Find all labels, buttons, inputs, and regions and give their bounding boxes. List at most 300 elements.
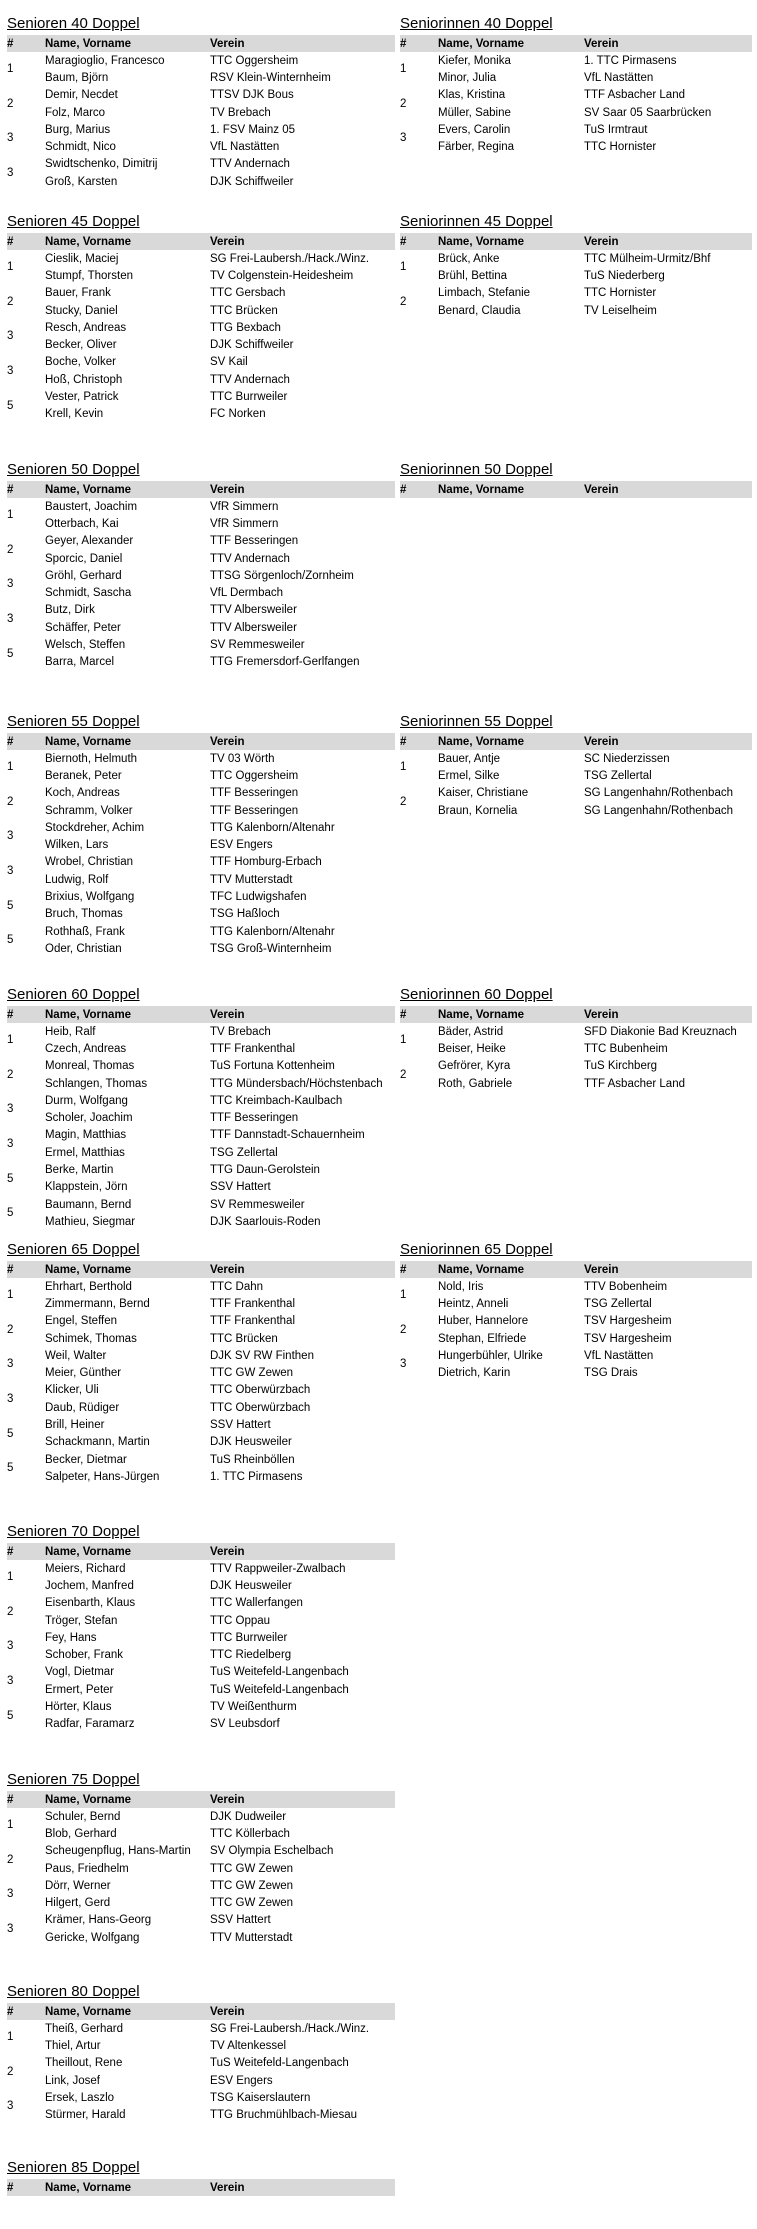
player-name-cell: Folz, Marco bbox=[45, 106, 106, 119]
rank-cell: 3 bbox=[7, 365, 14, 378]
table-row bbox=[7, 1295, 395, 1312]
player-name-cell: Hörter, Klaus bbox=[45, 1701, 112, 1714]
table-header-club: Verein bbox=[584, 35, 752, 52]
results-table bbox=[400, 1006, 752, 1092]
table-row bbox=[7, 319, 395, 336]
player-club-cell: FC Norken bbox=[210, 408, 266, 421]
table-header-name: Name, Vorname bbox=[45, 1261, 210, 1278]
player-name-cell: Resch, Andreas bbox=[45, 321, 127, 334]
player-club-cell: TV 03 Wörth bbox=[210, 752, 275, 765]
rank-cell: 5 bbox=[7, 1709, 14, 1722]
table-row bbox=[7, 1716, 395, 1733]
rank-cell: 2 bbox=[400, 795, 407, 808]
player-club-cell: DJK SV RW Finthen bbox=[210, 1349, 314, 1362]
player-name-cell: Huber, Hannelore bbox=[438, 1315, 529, 1328]
rank-cell: 3 bbox=[7, 167, 14, 180]
table-header-club: Verein bbox=[210, 1791, 395, 1808]
player-name-cell: Beranek, Peter bbox=[45, 769, 122, 782]
player-club-cell: TFC Ludwigshafen bbox=[210, 891, 307, 904]
rank-cell: 3 bbox=[7, 613, 14, 626]
player-club-cell: TTV Bobenheim bbox=[584, 1280, 668, 1293]
rank-cell: 1 bbox=[7, 761, 14, 774]
player-club-cell: TTG Fremersdorf-Gerlfangen bbox=[210, 656, 360, 669]
table-row bbox=[400, 69, 752, 86]
rank-cell: 1 bbox=[7, 1034, 14, 1047]
player-name-cell: Monreal, Thomas bbox=[45, 1060, 135, 1073]
player-name-cell: Otterbach, Kai bbox=[45, 517, 119, 530]
rank-cell: 1 bbox=[400, 1034, 407, 1047]
table-header-club: Verein bbox=[584, 481, 752, 498]
player-club-cell: SG Frei-Laubersh./Hack./Winz. bbox=[210, 2022, 370, 2035]
table-header-rank: # bbox=[7, 35, 45, 52]
section-title: Senioren 80 Doppel bbox=[7, 1983, 140, 2000]
player-name-cell: Gefrörer, Kyra bbox=[438, 1060, 511, 1073]
table-header-name: Name, Vorname bbox=[45, 2179, 210, 2196]
table-header-rank: # bbox=[400, 481, 438, 498]
rank-cell: 3 bbox=[7, 865, 14, 878]
table-header-rank: # bbox=[400, 35, 438, 52]
table-row bbox=[7, 1092, 395, 1109]
player-name-cell: Scholer, Joachim bbox=[45, 1112, 133, 1125]
results-section bbox=[400, 460, 752, 498]
table-row bbox=[400, 750, 752, 767]
table-header-rank: # bbox=[7, 1543, 45, 1560]
table-row bbox=[7, 584, 395, 601]
player-club-cell: TTF Asbacher Land bbox=[584, 89, 685, 102]
player-club-cell: TTF Besseringen bbox=[210, 535, 299, 548]
player-name-cell: Brixius, Wolfgang bbox=[45, 891, 135, 904]
table-header-club: Verein bbox=[584, 1006, 752, 1023]
table-header-name: Name, Vorname bbox=[45, 2003, 210, 2020]
results-table bbox=[7, 2179, 395, 2196]
rank-cell: 1 bbox=[7, 509, 14, 522]
player-club-cell: DJK Dudweiler bbox=[210, 1810, 287, 1823]
player-name-cell: Becker, Oliver bbox=[45, 339, 117, 352]
rank-cell: 3 bbox=[7, 578, 14, 591]
player-club-cell: TTC Gersbach bbox=[210, 287, 286, 300]
player-club-cell: 1. TTC Pirmasens bbox=[210, 1470, 303, 1483]
player-name-cell: Mathieu, Siegmar bbox=[45, 1215, 136, 1228]
player-club-cell: TV Altenkessel bbox=[210, 2039, 287, 2052]
player-club-cell: TV Leiselheim bbox=[584, 304, 657, 317]
player-club-cell: VfL Nastätten bbox=[210, 141, 280, 154]
table-row bbox=[7, 1664, 395, 1681]
player-club-cell: ESV Engers bbox=[210, 2074, 273, 2087]
player-club-cell: TuS Niederberg bbox=[584, 269, 665, 282]
table-row bbox=[7, 785, 395, 802]
player-name-cell: Bruch, Thomas bbox=[45, 908, 123, 921]
table-row bbox=[7, 173, 395, 190]
player-name-cell: Ludwig, Rolf bbox=[45, 873, 109, 886]
rank-cell: 2 bbox=[400, 97, 407, 110]
rank-cell: 5 bbox=[7, 1172, 14, 1185]
table-row bbox=[7, 1196, 395, 1213]
results-section bbox=[7, 1770, 395, 1946]
table-header-name: Name, Vorname bbox=[438, 481, 584, 498]
rank-cell: 2 bbox=[7, 1853, 14, 1866]
player-name-cell: Schuler, Bernd bbox=[45, 1810, 121, 1823]
player-club-cell: RSV Klein-Winternheim bbox=[210, 71, 331, 84]
table-row bbox=[7, 1382, 395, 1399]
player-club-cell: TTG Kalenborn/Altenahr bbox=[210, 821, 335, 834]
player-name-cell: Engel, Steffen bbox=[45, 1315, 118, 1328]
player-name-cell: Ermert, Peter bbox=[45, 1683, 114, 1696]
table-row bbox=[7, 267, 395, 284]
player-club-cell: TTC Köllerbach bbox=[210, 1827, 290, 1840]
player-name-cell: Cieslik, Maciej bbox=[45, 252, 119, 265]
table-header-club: Verein bbox=[584, 733, 752, 750]
player-name-cell: Daub, Rüdiger bbox=[45, 1401, 120, 1414]
table-row bbox=[400, 1295, 752, 1312]
table-header-row bbox=[400, 35, 752, 52]
rank-cell: 2 bbox=[400, 1068, 407, 1081]
player-name-cell: Schober, Frank bbox=[45, 1649, 123, 1662]
table-header-row bbox=[7, 1543, 395, 1560]
table-row bbox=[7, 138, 395, 155]
results-table bbox=[400, 733, 752, 819]
section-title: Senioren 55 Doppel bbox=[7, 713, 140, 730]
player-name-cell: Weil, Walter bbox=[45, 1349, 107, 1362]
player-name-cell: Stürmer, Harald bbox=[45, 2109, 126, 2122]
player-club-cell: TTG Bexbach bbox=[210, 321, 281, 334]
rank-cell: 2 bbox=[400, 1323, 407, 1336]
player-name-cell: Fey, Hans bbox=[45, 1631, 97, 1644]
player-name-cell: Wrobel, Christian bbox=[45, 856, 133, 869]
player-name-cell: Czech, Andreas bbox=[45, 1042, 127, 1055]
player-name-cell: Schackmann, Martin bbox=[45, 1436, 150, 1449]
table-row bbox=[7, 2089, 395, 2106]
rank-cell: 3 bbox=[7, 1138, 14, 1151]
player-club-cell: TuS Irmtraut bbox=[584, 123, 648, 136]
player-club-cell: TuS Rheinböllen bbox=[210, 1453, 295, 1466]
table-row bbox=[7, 1595, 395, 1612]
player-name-cell: Bäder, Astrid bbox=[438, 1025, 504, 1038]
player-name-cell: Geyer, Alexander bbox=[45, 535, 134, 548]
rank-cell: 2 bbox=[7, 295, 14, 308]
player-name-cell: Nold, Iris bbox=[438, 1280, 484, 1293]
player-club-cell: TTV Albersweiler bbox=[210, 604, 297, 617]
results-section bbox=[400, 1240, 752, 1382]
player-club-cell: TTV Rappweiler-Zwalbach bbox=[210, 1562, 346, 1575]
player-club-cell: TTC Mülheim-Urmitz/Bhf bbox=[584, 252, 711, 265]
results-section bbox=[7, 712, 395, 958]
player-name-cell: Baustert, Joachim bbox=[45, 500, 138, 513]
player-name-cell: Hoß, Christoph bbox=[45, 373, 123, 386]
player-name-cell: Klappstein, Jörn bbox=[45, 1181, 128, 1194]
table-row bbox=[7, 819, 395, 836]
player-name-cell: Durm, Wolfgang bbox=[45, 1094, 128, 1107]
table-header-rank: # bbox=[400, 1261, 438, 1278]
rank-cell: 3 bbox=[7, 830, 14, 843]
table-row bbox=[7, 802, 395, 819]
results-section bbox=[7, 14, 395, 190]
player-club-cell: DJK Saarlouis-Roden bbox=[210, 1215, 321, 1228]
rank-cell: 2 bbox=[7, 1323, 14, 1336]
rank-cell: 1 bbox=[7, 1289, 14, 1302]
table-row bbox=[7, 336, 395, 353]
player-club-cell: TTG Kalenborn/Altenahr bbox=[210, 925, 335, 938]
rank-cell: 1 bbox=[7, 1819, 14, 1832]
table-row bbox=[7, 52, 395, 69]
player-name-cell: Paus, Friedhelm bbox=[45, 1862, 129, 1875]
player-name-cell: Krämer, Hans-Georg bbox=[45, 1914, 152, 1927]
table-row bbox=[7, 250, 395, 267]
results-table bbox=[7, 233, 395, 423]
player-club-cell: TTG Mündersbach/Höchstenbach bbox=[210, 1077, 383, 1090]
section-title: Seniorinnen 55 Doppel bbox=[400, 713, 553, 730]
player-club-cell: TTF Asbacher Land bbox=[584, 1077, 685, 1090]
table-row bbox=[7, 1144, 395, 1161]
player-club-cell: TTC Riedelberg bbox=[210, 1649, 292, 1662]
section-title: Seniorinnen 65 Doppel bbox=[400, 1241, 553, 1258]
table-header-name: Name, Vorname bbox=[438, 733, 584, 750]
table-row bbox=[7, 1075, 395, 1092]
table-header-club: Verein bbox=[210, 1006, 395, 1023]
player-club-cell: SFD Diakonie Bad Kreuznach bbox=[584, 1025, 737, 1038]
player-club-cell: TSG Zellertal bbox=[584, 1297, 652, 1310]
player-club-cell: TTC GW Zewen bbox=[210, 1367, 294, 1380]
player-name-cell: Biernoth, Helmuth bbox=[45, 752, 138, 765]
table-row bbox=[7, 1629, 395, 1646]
player-name-cell: Heib, Ralf bbox=[45, 1025, 96, 1038]
player-club-cell: TTV Andernach bbox=[210, 373, 290, 386]
player-club-cell: 1. TTC Pirmasens bbox=[584, 54, 677, 67]
table-header-rank: # bbox=[7, 2179, 45, 2196]
player-name-cell: Bauer, Frank bbox=[45, 287, 111, 300]
section-title: Seniorinnen 60 Doppel bbox=[400, 986, 553, 1003]
table-header-club: Verein bbox=[210, 481, 395, 498]
player-club-cell: SV Saar 05 Saarbrücken bbox=[584, 106, 712, 119]
table-row bbox=[400, 767, 752, 784]
table-header-club: Verein bbox=[210, 35, 395, 52]
table-header-rank: # bbox=[7, 233, 45, 250]
player-name-cell: Wilken, Lars bbox=[45, 839, 109, 852]
rank-cell: 3 bbox=[7, 1103, 14, 1116]
player-club-cell: SV Olympia Eschelbach bbox=[210, 1845, 334, 1858]
section-title: Senioren 60 Doppel bbox=[7, 986, 140, 1003]
player-club-cell: SV Kail bbox=[210, 356, 248, 369]
player-club-cell: TTC Dahn bbox=[210, 1280, 264, 1293]
rank-cell: 2 bbox=[7, 543, 14, 556]
table-header-name: Name, Vorname bbox=[45, 1006, 210, 1023]
table-row bbox=[7, 371, 395, 388]
player-name-cell: Roth, Gabriele bbox=[438, 1077, 513, 1090]
player-club-cell: DJK Heusweiler bbox=[210, 1436, 292, 1449]
player-club-cell: TTF Besseringen bbox=[210, 1112, 299, 1125]
table-row bbox=[400, 802, 752, 819]
table-row bbox=[400, 1364, 752, 1381]
table-header-rank: # bbox=[7, 1791, 45, 1808]
table-row bbox=[7, 940, 395, 957]
section-title: Senioren 50 Doppel bbox=[7, 461, 140, 478]
table-row bbox=[7, 533, 395, 550]
table-row bbox=[7, 888, 395, 905]
rank-cell: 1 bbox=[400, 63, 407, 76]
player-name-cell: Schmidt, Sascha bbox=[45, 587, 132, 600]
results-table bbox=[400, 233, 752, 319]
player-club-cell: TTF Frankenthal bbox=[210, 1297, 295, 1310]
player-name-cell: Radfar, Faramarz bbox=[45, 1718, 135, 1731]
table-row bbox=[7, 1109, 395, 1126]
player-club-cell: DJK Heusweiler bbox=[210, 1579, 292, 1592]
player-club-cell: TTF Besseringen bbox=[210, 804, 299, 817]
player-name-cell: Link, Josef bbox=[45, 2074, 100, 2087]
player-name-cell: Meier, Günther bbox=[45, 1367, 122, 1380]
table-row bbox=[7, 1860, 395, 1877]
section-title: Seniorinnen 40 Doppel bbox=[400, 15, 553, 32]
player-name-cell: Oder, Christian bbox=[45, 942, 122, 955]
table-header-club: Verein bbox=[210, 2003, 395, 2020]
player-name-cell: Dörr, Werner bbox=[45, 1879, 111, 1892]
table-row bbox=[400, 1075, 752, 1092]
results-section bbox=[400, 985, 752, 1092]
player-name-cell: Rothhaß, Frank bbox=[45, 925, 125, 938]
table-row bbox=[7, 1912, 395, 1929]
table-header-club: Verein bbox=[210, 733, 395, 750]
table-row bbox=[400, 250, 752, 267]
rank-cell: 1 bbox=[400, 261, 407, 274]
player-club-cell: TV Brebach bbox=[210, 1025, 271, 1038]
table-row bbox=[7, 654, 395, 671]
table-row bbox=[7, 87, 395, 104]
player-name-cell: Schlangen, Thomas bbox=[45, 1077, 148, 1090]
table-row bbox=[7, 1612, 395, 1629]
table-row bbox=[400, 87, 752, 104]
player-club-cell: VfR Simmern bbox=[210, 500, 279, 513]
table-header-name: Name, Vorname bbox=[45, 733, 210, 750]
player-club-cell: TSG Haßloch bbox=[210, 908, 280, 921]
player-club-cell: TuS Fortuna Kottenheim bbox=[210, 1060, 335, 1073]
table-row bbox=[400, 104, 752, 121]
table-row bbox=[7, 1127, 395, 1144]
table-row bbox=[7, 619, 395, 636]
player-name-cell: Vester, Patrick bbox=[45, 391, 119, 404]
table-header-rank: # bbox=[7, 481, 45, 498]
player-club-cell: 1. FSV Mainz 05 bbox=[210, 123, 296, 136]
player-name-cell: Meiers, Richard bbox=[45, 1562, 126, 1575]
results-table bbox=[7, 733, 395, 958]
results-table bbox=[7, 2003, 395, 2124]
table-row bbox=[7, 1347, 395, 1364]
player-club-cell: TTV Andernach bbox=[210, 552, 290, 565]
table-row bbox=[7, 2020, 395, 2037]
player-club-cell: SSV Hattert bbox=[210, 1914, 271, 1927]
table-row bbox=[400, 52, 752, 69]
table-row bbox=[7, 567, 395, 584]
player-name-cell: Evers, Carolin bbox=[438, 123, 511, 136]
player-name-cell: Baum, Björn bbox=[45, 71, 109, 84]
table-header-rank: # bbox=[7, 1006, 45, 1023]
rank-cell: 2 bbox=[7, 1068, 14, 1081]
rank-cell: 3 bbox=[7, 330, 14, 343]
table-row bbox=[7, 602, 395, 619]
player-name-cell: Tröger, Stefan bbox=[45, 1614, 118, 1627]
table-header-row bbox=[400, 733, 752, 750]
table-row bbox=[400, 1347, 752, 1364]
results-section bbox=[7, 2158, 395, 2196]
rank-cell: 3 bbox=[7, 1393, 14, 1406]
player-club-cell: VfL Nastätten bbox=[584, 1349, 654, 1362]
player-name-cell: Braun, Kornelia bbox=[438, 804, 518, 817]
player-club-cell: TTSG Sörgenloch/Zornheim bbox=[210, 569, 354, 582]
player-club-cell: TTC Brücken bbox=[210, 304, 278, 317]
player-name-cell: Müller, Sabine bbox=[438, 106, 511, 119]
table-row bbox=[7, 69, 395, 86]
player-name-cell: Burg, Marius bbox=[45, 123, 111, 136]
table-row bbox=[7, 2055, 395, 2072]
player-club-cell: TuS Weitefeld-Langenbach bbox=[210, 1666, 349, 1679]
player-club-cell: TSG Zellertal bbox=[584, 769, 652, 782]
table-header-rank: # bbox=[400, 233, 438, 250]
table-header-name: Name, Vorname bbox=[438, 1261, 584, 1278]
table-row bbox=[7, 1894, 395, 1911]
player-name-cell: Magin, Matthias bbox=[45, 1129, 127, 1142]
table-row bbox=[7, 1646, 395, 1663]
table-row bbox=[7, 1179, 395, 1196]
table-row bbox=[7, 1434, 395, 1451]
table-header-club: Verein bbox=[584, 233, 752, 250]
player-name-cell: Theillout, Rene bbox=[45, 2057, 123, 2070]
table-header-name: Name, Vorname bbox=[45, 35, 210, 52]
table-row bbox=[7, 1330, 395, 1347]
table-header-club: Verein bbox=[210, 1543, 395, 1560]
rank-cell: 3 bbox=[7, 1358, 14, 1371]
table-row bbox=[7, 1023, 395, 1040]
player-club-cell: DJK Schiffweiler bbox=[210, 175, 294, 188]
player-club-cell: VfL Dermbach bbox=[210, 587, 284, 600]
results-section bbox=[7, 1982, 395, 2124]
table-header-name: Name, Vorname bbox=[45, 233, 210, 250]
player-name-cell: Ehrhart, Berthold bbox=[45, 1280, 132, 1293]
table-row bbox=[400, 121, 752, 138]
rank-cell: 2 bbox=[7, 97, 14, 110]
results-section bbox=[7, 1240, 395, 1486]
player-name-cell: Beiser, Heike bbox=[438, 1042, 506, 1055]
rank-cell: 3 bbox=[7, 1675, 14, 1688]
rank-cell: 1 bbox=[7, 63, 14, 76]
table-header-row bbox=[7, 35, 395, 52]
results-table bbox=[7, 35, 395, 190]
player-club-cell: TTC Bubenheim bbox=[584, 1042, 668, 1055]
section-title: Seniorinnen 45 Doppel bbox=[400, 213, 553, 230]
player-name-cell: Sporcic, Daniel bbox=[45, 552, 123, 565]
table-row bbox=[7, 1681, 395, 1698]
player-name-cell: Butz, Dirk bbox=[45, 604, 95, 617]
player-name-cell: Demir, Necdet bbox=[45, 89, 118, 102]
player-name-cell: Zimmermann, Bernd bbox=[45, 1297, 150, 1310]
table-row bbox=[7, 388, 395, 405]
table-row bbox=[7, 1161, 395, 1178]
rank-cell: 1 bbox=[400, 1289, 407, 1302]
table-row bbox=[7, 767, 395, 784]
table-header-name: Name, Vorname bbox=[438, 233, 584, 250]
player-club-cell: TTC Oppau bbox=[210, 1614, 271, 1627]
table-header-row bbox=[7, 233, 395, 250]
table-row bbox=[7, 1468, 395, 1485]
section-title: Seniorinnen 50 Doppel bbox=[400, 461, 553, 478]
table-row bbox=[7, 1560, 395, 1577]
rank-cell: 5 bbox=[7, 647, 14, 660]
player-club-cell: TTF Dannstadt-Schauernheim bbox=[210, 1129, 365, 1142]
table-row bbox=[7, 2037, 395, 2054]
player-club-cell: DJK Schiffweiler bbox=[210, 339, 294, 352]
player-club-cell: TTC Wallerfangen bbox=[210, 1597, 303, 1610]
table-header-row bbox=[400, 233, 752, 250]
player-name-cell: Schimek, Thomas bbox=[45, 1332, 137, 1345]
player-club-cell: TTSV DJK Bous bbox=[210, 89, 294, 102]
table-row bbox=[7, 285, 395, 302]
results-section bbox=[7, 212, 395, 423]
